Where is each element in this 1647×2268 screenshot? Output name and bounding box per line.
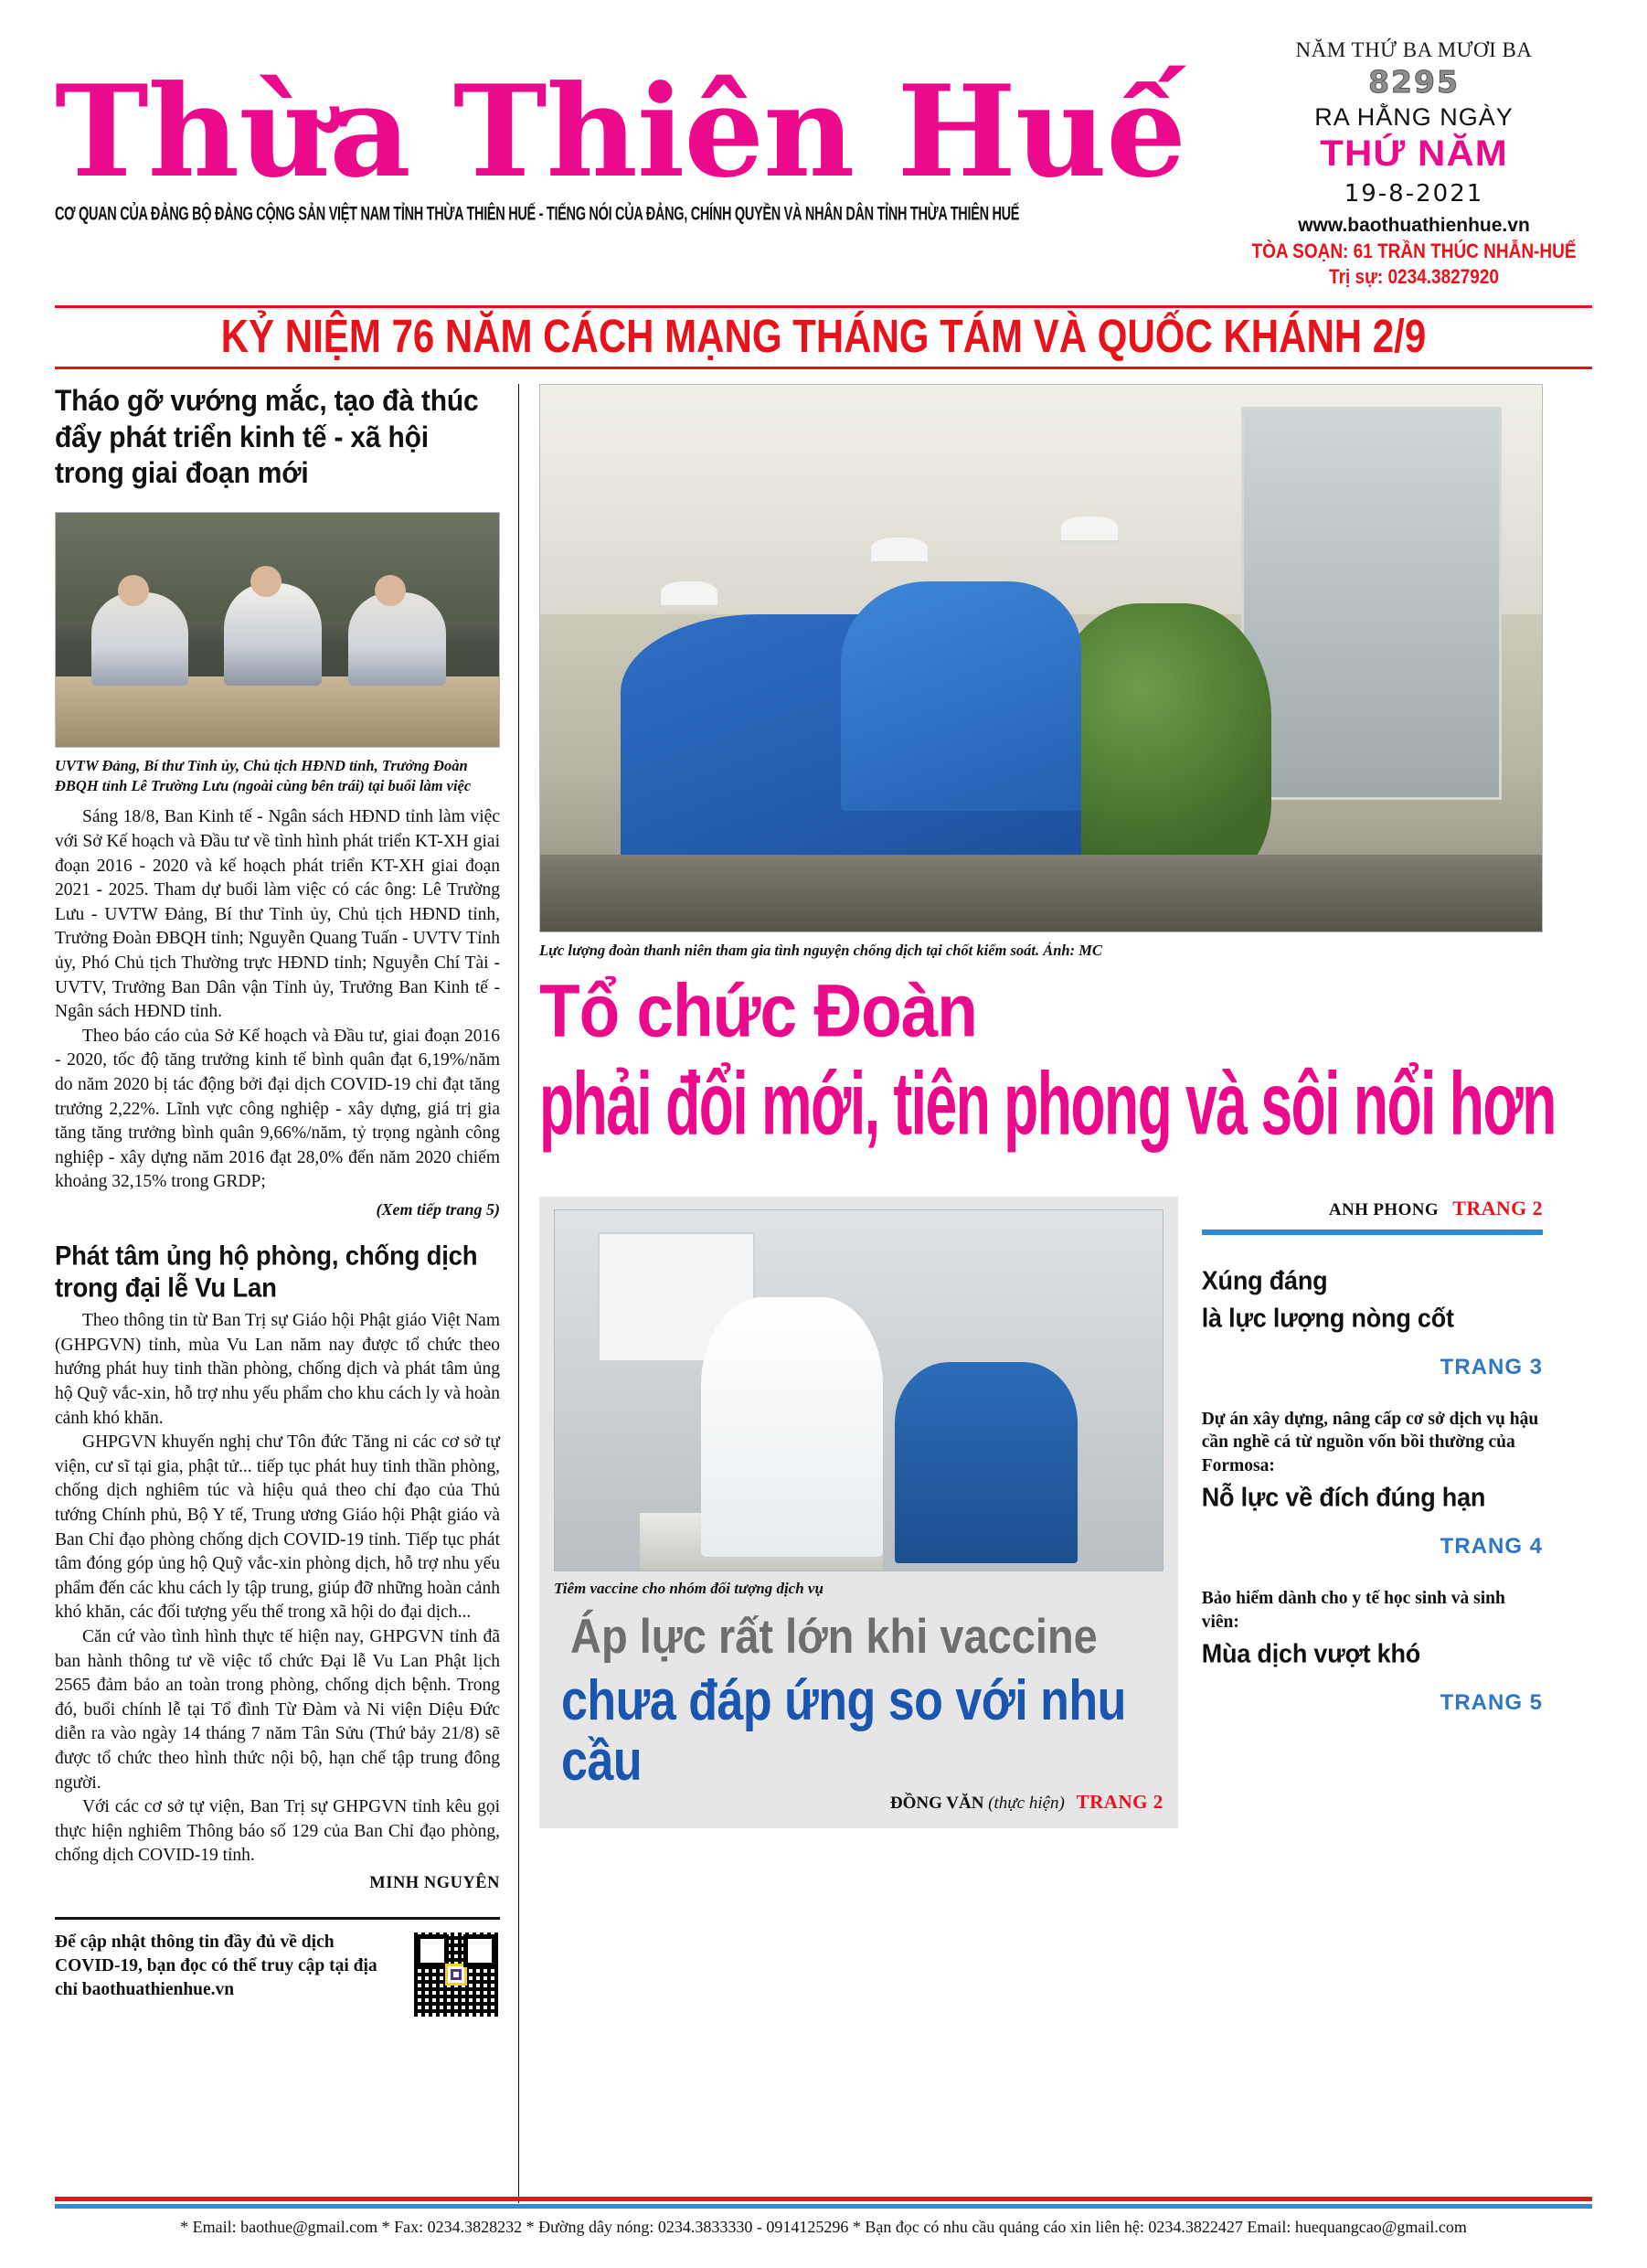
sub-paragraph-2: GHPGVN khuyến nghị chư Tôn đức Tăng ni các cơ sở tự viện, cư sĩ tại gia, phật tử... tiếp tục phát huy tinh thần phòng, chống dịch nghiêm túc và hiệu quả theo chỉ đạo của Thủ tướng Chính phủ, Bộ Y tế, Trung ương Giáo hội Phật giáo và Ban Chỉ đạo phòng chống dịch COVID-19 tỉnh. Tiếp tục phát tâm đóng góp ủng hộ Quỹ vắc-xin phòng dịch, hỗ trợ nhu yếu phẩm đến các khu cách ly tập trung, giúp đỡ những hoàn cảnh khó khăn, các đối tượng yếu thế trong xã hội do đại dịch... <box>55 1432 500 1623</box>
masthead-tagline: CƠ QUAN CỦA ĐẢNG BỘ ĐẢNG CỘNG SẢN VIỆT NAM TỈNH THỪA THIÊN HUẾ - TIẾNG NÓI CỦA ĐẢNG, CHÍNH QUYỀN VÀ NHÂN DÂN TỈNH THỪA THIÊN HUẾ <box>55 204 1020 226</box>
volunteer-photo <box>539 384 1543 932</box>
lower-center-area <box>539 1197 1543 1828</box>
issue-number: 8295 <box>1368 64 1460 100</box>
rail-item-1-page-ref[interactable]: TRANG 3 <box>1440 1354 1543 1379</box>
center-article-page-ref[interactable]: TRANG 2 <box>1452 1197 1543 1220</box>
lead-photo-caption: UVTW Đảng, Bí thư Tỉnh ủy, Chủ tịch HĐND tỉnh, Trưởng Đoàn ĐBQH tỉnh Lê Trường Lưu (ngoài cùng bên trái) tại buổi làm việc <box>55 756 472 795</box>
vaccination-photo-caption: Tiêm vaccine cho nhóm đối tượng dịch vụ <box>554 1580 824 1598</box>
lead-article-body <box>55 805 500 1195</box>
center-headline-line2: phải đổi mới, tiên phong và sôi nổi hơn <box>539 1055 1556 1155</box>
rail-item-2-title-line1: Nỗ lực về đích đúng hạn <box>1201 1483 1486 1512</box>
rail-item-1-title-line1: Xúng đáng <box>1201 1266 1328 1296</box>
qr-code-icon[interactable] <box>412 1931 500 2018</box>
covid-info-box <box>55 1917 500 2018</box>
vaccine-headline-line2[interactable]: chưa đáp ứng so với nhu cầu <box>561 1668 1126 1793</box>
lead-article-photo <box>55 512 500 748</box>
masthead-left <box>55 37 1236 226</box>
office-phone: Trị sự: 0234.3827920 <box>1329 266 1499 289</box>
rail-item-3-page-ref[interactable]: TRANG 5 <box>1440 1690 1543 1716</box>
second-article-body <box>55 1309 500 1869</box>
editorial-office-address: TÒA SOẠN: 61 TRẦN THÚC NHẪN-HUẾ <box>1251 240 1577 263</box>
covid-info-note: Để cập nhật thông tin đầy đủ về dịch COVID-19, bạn đọc có thể truy cập tại địa chỉ baothuathienhue.vn <box>55 1933 377 1999</box>
rail-item-3[interactable] <box>1202 1587 1543 1716</box>
vaccine-author: ĐỒNG VĂN <box>889 1793 984 1813</box>
masthead-info-block <box>1236 37 1592 288</box>
rail-item-1-title-line2: là lực lượng nòng cốt <box>1201 1303 1454 1333</box>
rail-divider <box>1202 1230 1543 1235</box>
vaccine-page-ref[interactable]: TRANG 2 <box>1076 1790 1164 1813</box>
rail-item-2-kicker: Dự án xây dựng, nâng cấp cơ sở dịch vụ hậu cần nghề cá từ nguồn vốn bồi thường của Formosa: <box>1201 1409 1539 1475</box>
footer-blue-rule <box>55 2204 1592 2209</box>
footer-contact-text: * Email: baothue@gmail.com * Fax: 0234.3828232 * Đường dây nóng: 0234.3833330 - 0914125296 * Bạn đọc có nhu cầu quảng cáo xin liên hệ: 0234.3822427 Email: huequangcao@gmail.com <box>180 2218 1467 2236</box>
volunteer-photo-caption: Lực lượng đoàn thanh niên tham gia tình nguyện chống dịch tại chốt kiểm soát. Ảnh: MC <box>539 942 1102 959</box>
website-url[interactable]: www.baothuathienhue.vn <box>1298 215 1530 236</box>
rail-item-1[interactable] <box>1202 1262 1543 1380</box>
lead-paragraph-1: Sáng 18/8, Ban Kinh tế - Ngân sách HĐND tỉnh làm việc với Sở Kế hoạch và Đầu tư về tình hình phát triển KT-XH giai đoạn 2016 - 2020 và kế hoạch phát triển KT-XH giai đoạn 2021 - 2025. Tham dự buổi làm việc có các ông: Lê Trường Lưu - UVTW Đảng, Bí thư Tỉnh ủy, Chủ tịch HĐND tỉnh, Trưởng Đoàn ĐBQH tỉnh; Nguyễn Quang Tuấn - UVTV Tỉnh ủy, Phó Chủ tịch Thường trực HĐND tỉnh; Nguyễn Chí Tài - UVTV, Trưởng Ban Dân vận Tỉnh ủy, Trưởng Ban Kinh tế - Ngân sách HĐND tỉnh. <box>55 807 501 1022</box>
right-rail <box>1178 1197 1543 1828</box>
rail-item-3-kicker: Bảo hiểm dành cho y tế học sinh và sinh viên: <box>1201 1589 1505 1632</box>
rail-item-3-title-line1: Mùa dịch vượt khó <box>1201 1639 1421 1669</box>
left-column <box>55 384 519 2203</box>
second-article-headline[interactable]: Phát tâm ủng hộ phòng, chống dịch trong đại lễ Vu Lan <box>55 1240 478 1303</box>
page-footer <box>55 2197 1592 2237</box>
center-article-author: ANH PHONG <box>1328 1200 1440 1220</box>
rail-item-2-page-ref[interactable]: TRANG 4 <box>1440 1534 1543 1560</box>
newspaper-logo[interactable]: Thừa Thiên Huế <box>55 57 1185 206</box>
masthead <box>0 0 1647 302</box>
vaccination-photo <box>554 1209 1164 1571</box>
vaccine-headline-line1[interactable]: Áp lực rất lớn khi vaccine <box>570 1609 1098 1664</box>
rail-item-2[interactable] <box>1202 1408 1543 1560</box>
second-article-byline: MINH NGUYÊN <box>369 1874 500 1893</box>
publication-year-line: NĂM THỨ BA MƯƠI BA <box>1295 38 1533 61</box>
content-area <box>55 384 1592 2203</box>
center-column <box>519 384 1556 2203</box>
sub-paragraph-3: Căn cứ vào tình hình thực tế hiện nay, GHPGVN tỉnh đã ban hành thông tư về việc tổ chức Đại lễ Vu Lan Phật lịch 2565 đảm bảo an toàn trong phòng, chống dịch bệnh. Trong đó, buổi chính lễ tại Tổ đình Từ Đàm và Ni viện Diệu Đức diễn ra vào ngày 14 tháng 7 năm Tân Sửu (Thứ bảy 21/8) sẽ được tổ chức theo hình thức nội bộ, hạn chế tập trung đông người. <box>55 1626 500 1793</box>
footer-red-rule <box>55 2197 1592 2201</box>
lead-paragraph-2: Theo báo cáo của Sở Kế hoạch và Đầu tư, giai đoạn 2016 - 2020, tốc độ tăng trưởng kinh tế bình quân đạt 6,19%/năm do năm 2020 bị tác động bởi đại dịch COVID-19 chỉ đạt tăng trưởng 2,22%. Lĩnh vực công nghiệp - xây dựng, giá trị gia tăng tăng trưởng bình quân 9,66%/năm, tỷ trọng ngành công nghiệp - xây dựng năm 2016 đạt 28,0% đến năm 2020 chiếm khoảng 32,15% trong GRDP; <box>55 1026 500 1192</box>
publication-weekday: THỨ NĂM <box>1320 133 1508 174</box>
vaccine-article-block <box>539 1197 1178 1828</box>
publication-frequency: RA HẰNG NGÀY <box>1314 103 1514 131</box>
vaccine-author-note: (thực hiện) <box>988 1793 1065 1813</box>
sub-paragraph-4: Với các cơ sở tự viện, Ban Trị sự GHPGVN tỉnh kêu gọi thực hiện nghiêm Thông báo số 129 của Ban Chỉ đạo phòng, chống dịch COVID-19 tỉnh. <box>55 1797 500 1866</box>
center-headline-line1: Tổ chức Đoàn <box>539 969 977 1053</box>
center-headline[interactable] <box>539 969 1556 1155</box>
anniversary-banner <box>55 305 1592 369</box>
anniversary-banner-text: KỶ NIỆM 76 NĂM CÁCH MẠNG THÁNG TÁM VÀ QUỐC KHÁNH 2/9 <box>220 309 1427 363</box>
continued-on-link[interactable]: (Xem tiếp trang 5) <box>376 1200 500 1219</box>
publication-date: 19-8-2021 <box>1344 180 1484 208</box>
sub-paragraph-1: Theo thông tin từ Ban Trị sự Giáo hội Phật giáo Việt Nam (GHPGVN) tỉnh, mùa Vu Lan năm nay được tổ chức theo hướng phát huy tinh thần phòng, chống dịch và phát tâm ủng hộ Quỹ vắc-xin, hỗ trợ nhu yếu phẩm cho khu cách ly và hoàn cảnh khó khăn. <box>55 1311 500 1428</box>
vaccine-credit <box>554 1791 1164 1814</box>
lead-article-headline[interactable]: Tháo gỡ vướng mắc, tạo đà thúc đẩy phát triển kinh tế - xã hội trong giai đoạn mới <box>55 385 479 490</box>
center-article-credit <box>1202 1197 1543 1220</box>
